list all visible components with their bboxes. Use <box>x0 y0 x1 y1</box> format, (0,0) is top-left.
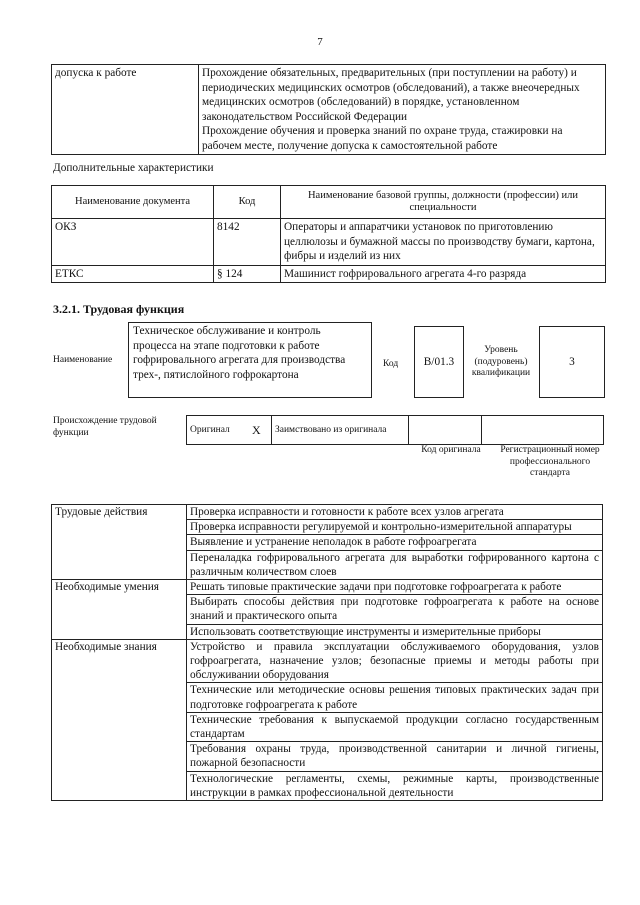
skill: Выбирать способы действия при подготовке гофроагрегата к работе на основе знаний и практического опыта <box>187 595 603 624</box>
qualification-level: 3 <box>539 326 605 398</box>
additional-title: Дополнительные характеристики <box>53 162 214 174</box>
knowledge-item: Требования охраны труда, производственной санитарии и личной гигиены, пожарной безопасности <box>187 742 603 771</box>
table-cell: Операторы и аппаратчики установок по приготовлению целлюлозы и бумажной массы по производству бумаги, картона, фибры и изделий из них <box>281 219 606 266</box>
function-code: B/01.3 <box>414 326 464 398</box>
knowledge-label: Необходимые знания <box>52 639 187 800</box>
reg-number-caption: Регистрационный номер профессионального стандарта <box>500 445 600 478</box>
reg-number-cell <box>482 416 604 445</box>
table-cell: Машинист гофрировального агрегата 4-го разряда <box>281 265 606 283</box>
table-cell: ЕТКС <box>52 265 214 283</box>
borrowed-label: Заимствовано из оригинала <box>272 416 409 445</box>
details-table <box>51 504 603 801</box>
name-label: Наименование <box>53 355 113 365</box>
knowledge-item: Технические требования к выпускаемой продукции согласно государственным стандартам <box>187 712 603 741</box>
table-cell: § 124 <box>214 265 281 283</box>
origin-label: Происхождение трудовой функции <box>53 416 157 438</box>
admission-table <box>51 64 606 155</box>
header-code: Код <box>214 186 281 219</box>
origin-code-caption: Код оригинала <box>421 445 481 455</box>
page-number: 7 <box>317 36 323 48</box>
knowledge-item: Технические или методические основы решения типовых практических задач при подготовке гофроагрегата к работе <box>187 683 603 712</box>
labor-action: Проверка исправности и готовности к работе всех узлов агрегата <box>187 505 603 520</box>
admission-requirements <box>199 65 606 155</box>
additional-table <box>51 185 606 283</box>
table-cell: 8142 <box>214 219 281 266</box>
admission-requirement: Прохождение обязательных, предварительных (при поступлении на работу) и периодических медицинских осмотров (обследований), а также внеочередных медицинских осмотров (обследований) в порядке, установленном законодательством Российской Федерации <box>202 67 580 123</box>
skill: Использовать соответствующие инструменты и измерительные приборы <box>187 624 603 639</box>
header-group: Наименование базовой группы, должности (профессии) или специальности <box>281 186 606 219</box>
labor-action: Переналадка гофрировального агрегата для выработки гофрированного картона с различным количеством слоев <box>187 550 603 579</box>
labor-action: Выявление и устранение неполадок в работе гофроагрегата <box>187 535 603 550</box>
skill: Решать типовые практические задачи при подготовке гофроагрегата к работе <box>187 580 603 595</box>
origin-code-cell <box>409 416 482 445</box>
actions-label: Трудовые действия <box>52 505 187 580</box>
original-label: Оригинал <box>187 416 250 445</box>
origin-table <box>186 415 604 445</box>
admission-label: допуска к работе <box>52 65 199 155</box>
labor-action: Проверка исправности регулируемой и контрольно-измерительной аппаратуры <box>187 520 603 535</box>
level-label: Уровень (подуровень) квалификации <box>471 345 531 378</box>
header-document: Наименование документа <box>52 186 214 219</box>
section-title: 3.2.1. Трудовая функция <box>53 302 185 316</box>
table-cell: ОКЗ <box>52 219 214 266</box>
knowledge-item: Устройство и правила эксплуатации обслуживаемого оборудования, узлов гофроагрегата, назначение узлов; безопасные приемы и методы работы при обслуживании оборудования <box>187 639 603 683</box>
function-name: Техническое обслуживание и контроль процесса на этапе подготовки к работе гофрировального агрегата для производства трех-, пятислойного гофрокартона <box>128 322 372 398</box>
knowledge-item: Технологические регламенты, схемы, режимные карты, производственные инструкции в рамках профессиональной деятельности <box>187 771 603 800</box>
code-label: Код <box>383 359 399 369</box>
skills-label: Необходимые умения <box>52 580 187 640</box>
admission-requirement: Прохождение обучения и проверка знаний по охране труда, стажировки на рабочем месте, получение допуска к самостоятельной работе <box>202 125 563 152</box>
original-mark: X <box>249 416 272 445</box>
